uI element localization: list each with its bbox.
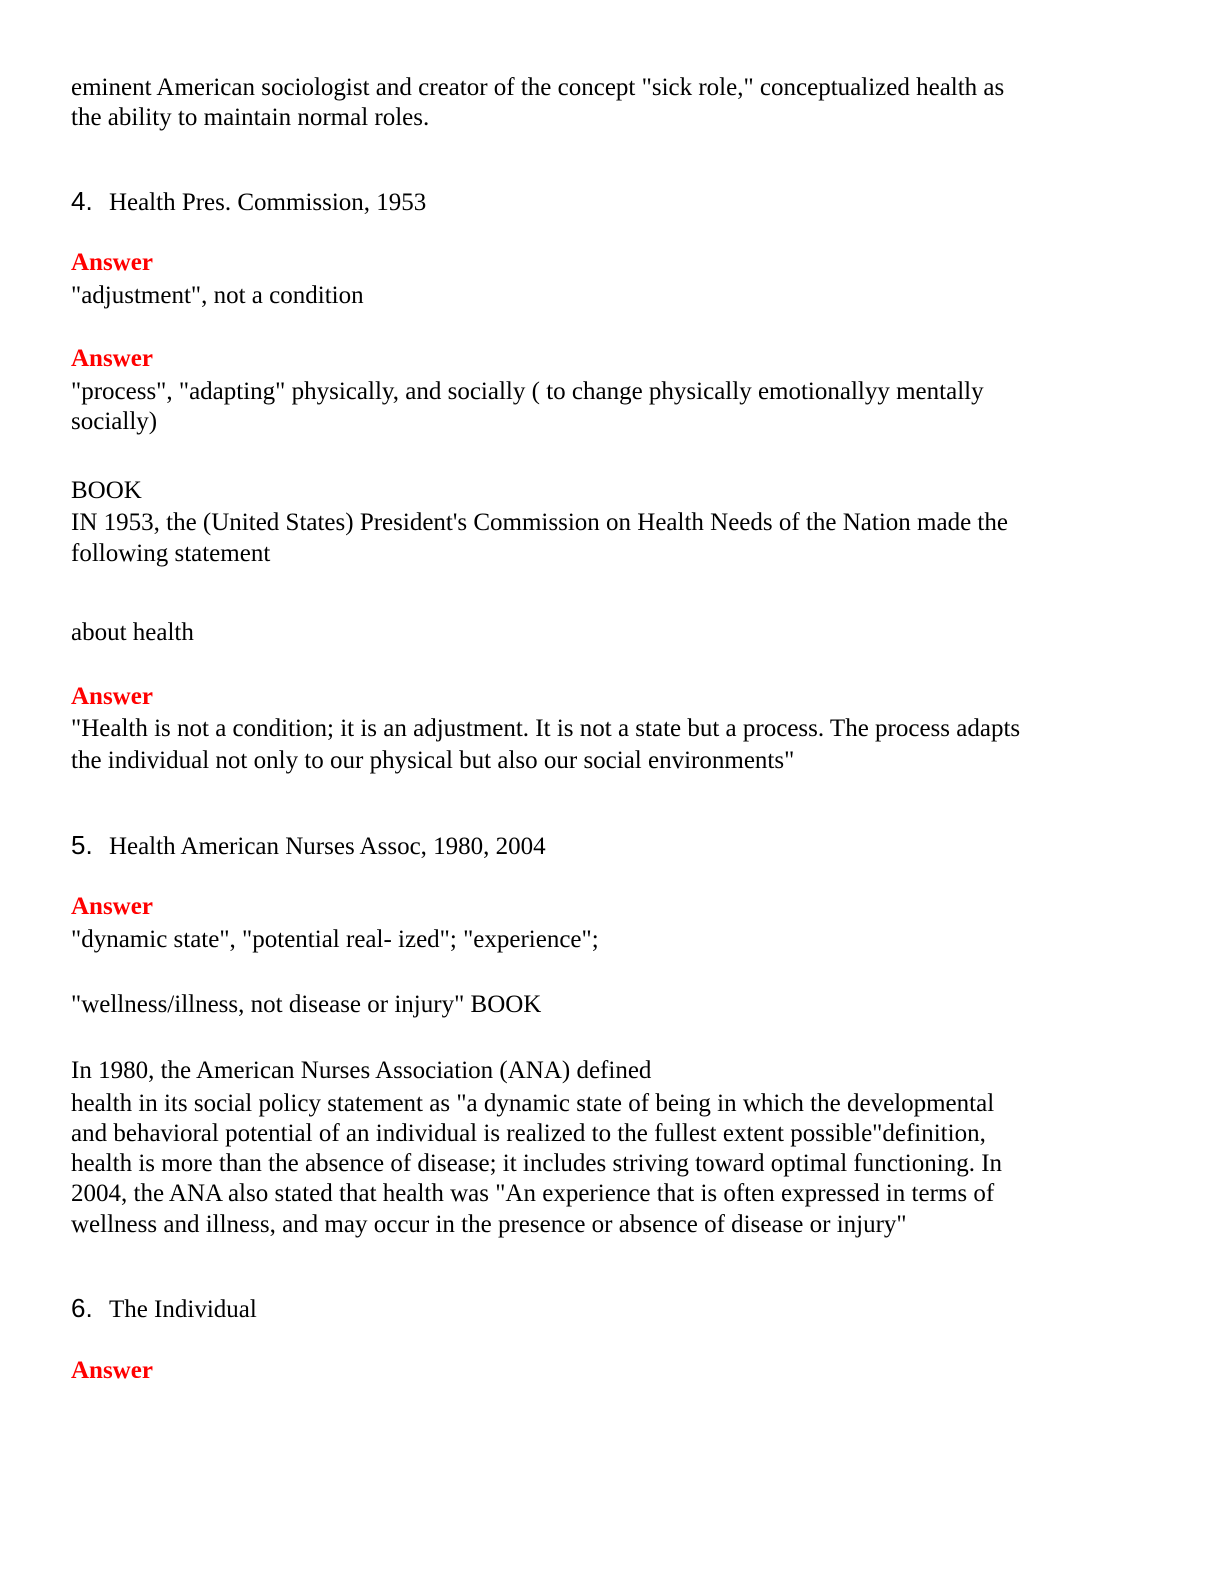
q4-answer-2-line-2: socially) xyxy=(71,408,158,435)
question-5-number: 5. xyxy=(71,830,93,860)
q4-answer-1: "adjustment", not a condition xyxy=(71,282,364,309)
question-4-title: Health Pres. Commission, 1953 xyxy=(108,189,427,216)
q4-answer-3-line-2: the individual not only to our physical but also our social environments" xyxy=(71,747,795,774)
answer-label: Answer xyxy=(71,345,153,372)
q4-answer-2-line-1: "process", "adapting" physically, and socially ( to change physically emotionallyy mentally xyxy=(71,378,984,405)
q5-body-line-1: In 1980, the American Nurses Association (ANA) defined xyxy=(71,1057,652,1084)
intro-line-2: the ability to maintain normal roles. xyxy=(71,104,430,131)
answer-label: Answer xyxy=(71,683,153,710)
answer-label: Answer xyxy=(71,893,153,920)
question-6-title: The Individual xyxy=(108,1296,257,1323)
question-4-number: 4. xyxy=(71,186,93,216)
q4-book-line-3: following statement xyxy=(71,540,271,567)
question-6-number: 6. xyxy=(71,1293,93,1323)
question-4-heading xyxy=(71,186,426,218)
q5-body-line-4: health is more than the absence of disease; it includes striving toward optimal functioning. In xyxy=(71,1150,1003,1177)
q4-book-line-2: IN 1953, the (United States) President's Commission on Health Needs of the Nation made the xyxy=(71,509,1008,536)
question-5-title: Health American Nurses Assoc, 1980, 2004 xyxy=(108,833,546,860)
q5-answer-1: "dynamic state", "potential real- ized"; "experience"; xyxy=(71,926,599,953)
q5-body-line-6: wellness and illness, and may occur in the presence or absence of disease or injury" xyxy=(71,1211,907,1238)
answer-label: Answer xyxy=(71,249,153,276)
q4-answer-3-line-1: "Health is not a condition; it is an adjustment. It is not a state but a process. The process adapts xyxy=(71,715,1021,742)
q5-body-line-5: 2004, the ANA also stated that health was "An experience that is often expressed in terms of xyxy=(71,1180,995,1207)
q5-body-line-2: health in its social policy statement as "a dynamic state of being in which the developmental xyxy=(71,1090,995,1117)
answer-label: Answer xyxy=(71,1357,153,1384)
q4-book-line-1: BOOK xyxy=(71,477,142,504)
q5-body-line-3: and behavioral potential of an individual is realized to the fullest extent possible"definition, xyxy=(71,1120,986,1147)
question-6-heading xyxy=(71,1293,257,1325)
q5-line-2: "wellness/illness, not disease or injury" BOOK xyxy=(71,991,542,1018)
q4-about: about health xyxy=(71,619,194,646)
intro-line-1: eminent American sociologist and creator of the concept "sick role," conceptualized health as xyxy=(71,74,1005,101)
question-5-heading xyxy=(71,830,546,862)
